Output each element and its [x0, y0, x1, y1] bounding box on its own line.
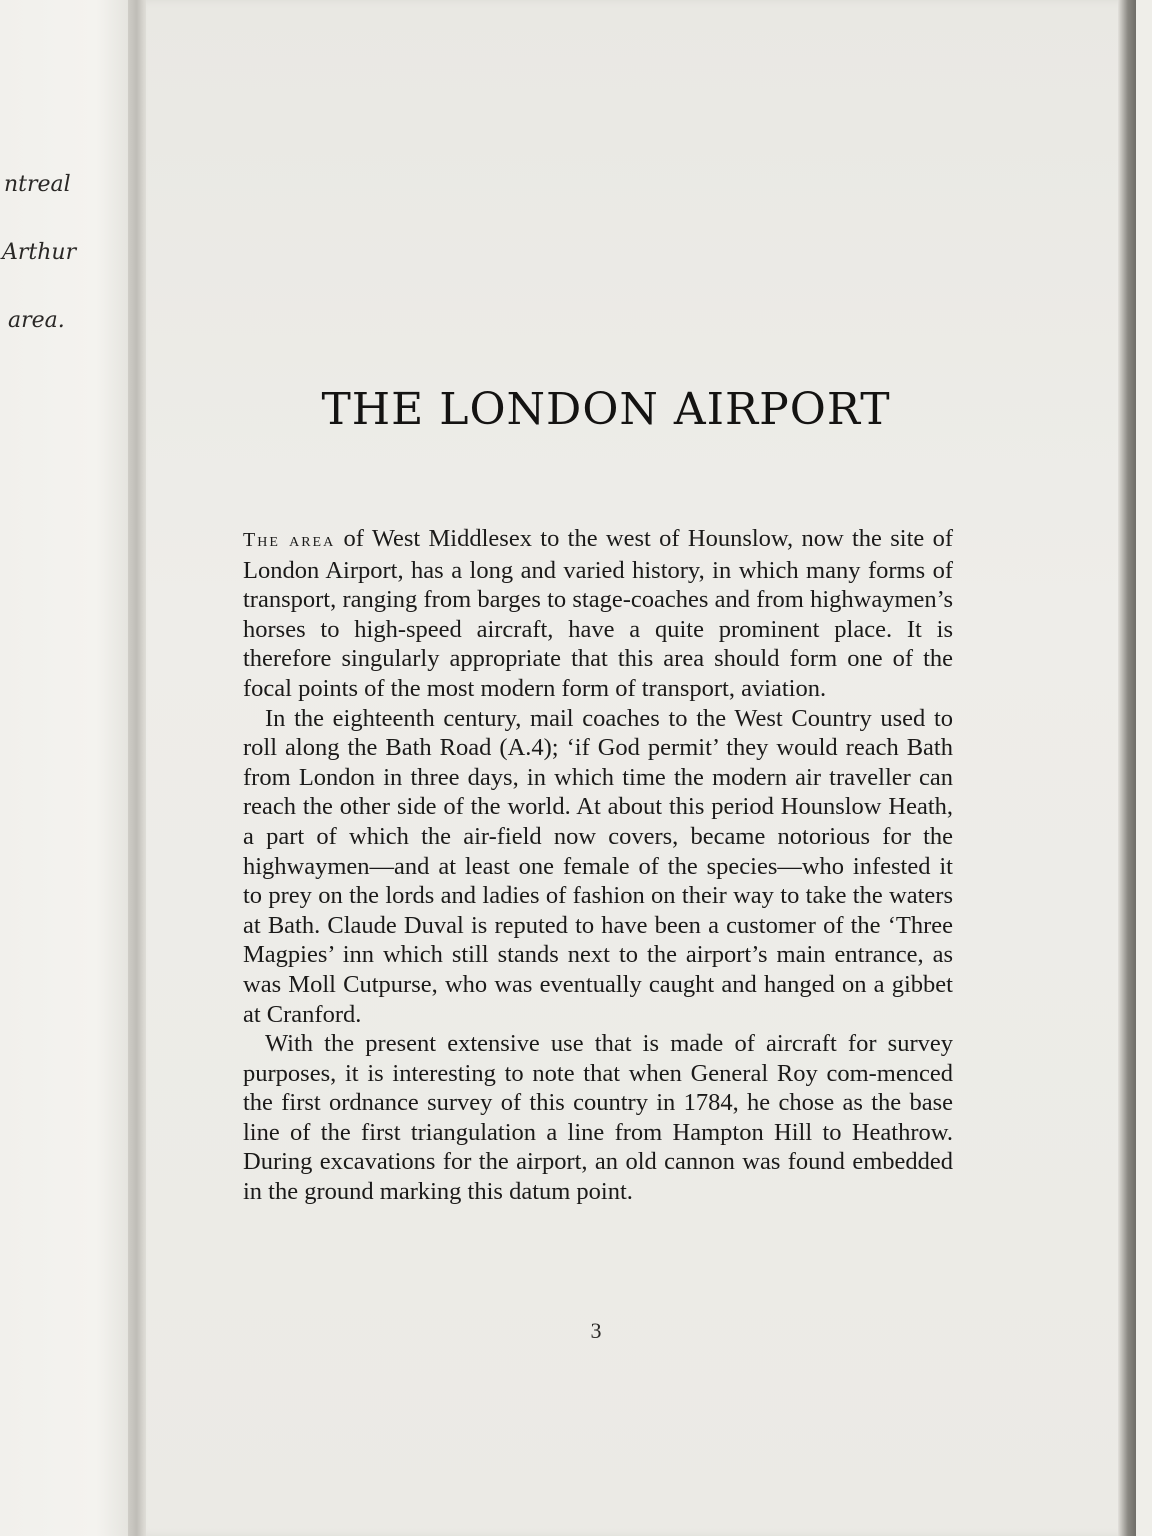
- paragraph-1-text: of West Middlesex to the west of Hounslow, now the site of London Airport, has a long and varied history, in which many forms of transport, ranging from barges to stage-coaches and from highwaymen’s horses to high-speed aircraft, have a quite prominent place. It is therefore singularly appropriate that this area should form one of the focal points of the most modern form of transport, aviation.: [243, 525, 953, 702]
- page-number: 3: [590, 1318, 602, 1343]
- left-page-text-fragment: area.: [8, 308, 65, 333]
- paragraph-3: With the present extensive use that is made of aircraft for survey purposes, it is interesting to note that when General Roy com-menced the first ordnance survey of this country in 1784, he chose as the base line of the first triangulation a line from Hampton Hill to Heathrow. During excavations for the airport, an old cannon was found embedded in the ground marking this datum point.: [243, 1030, 953, 1206]
- lead-smallcaps: The area: [243, 529, 336, 551]
- page-edge: [1118, 0, 1136, 1536]
- left-facing-page: [0, 0, 138, 1536]
- paragraph-1: [243, 524, 953, 704]
- left-page-text-fragment: ntreal: [4, 172, 71, 197]
- paragraph-2: In the eighteenth century, mail coaches to the West Country used to roll along the Bath Road (A.4); ‘if God permit’ they would reach Bath from London in three days, in which time the modern air traveller can reach the other side of the world. At about this period Hounslow Heath, a part of which the air-field now covers, became notorious for the highwaymen—and at least one female of the species—who infested it to prey on the lords and ladies of fashion on their way to take the waters at Bath. Claude Duval is reputed to have been a customer of the ‘Three Magpies’ inn which still stands next to the airport’s main entrance, as was Moll Cutpurse, who was eventually caught and hanged on a gibbet at Cranford.: [243, 704, 953, 1028]
- page-title: THE LONDON AIRPORT: [321, 384, 891, 435]
- body-text: [243, 524, 953, 1207]
- left-page-text-fragment: Arthur: [2, 240, 77, 265]
